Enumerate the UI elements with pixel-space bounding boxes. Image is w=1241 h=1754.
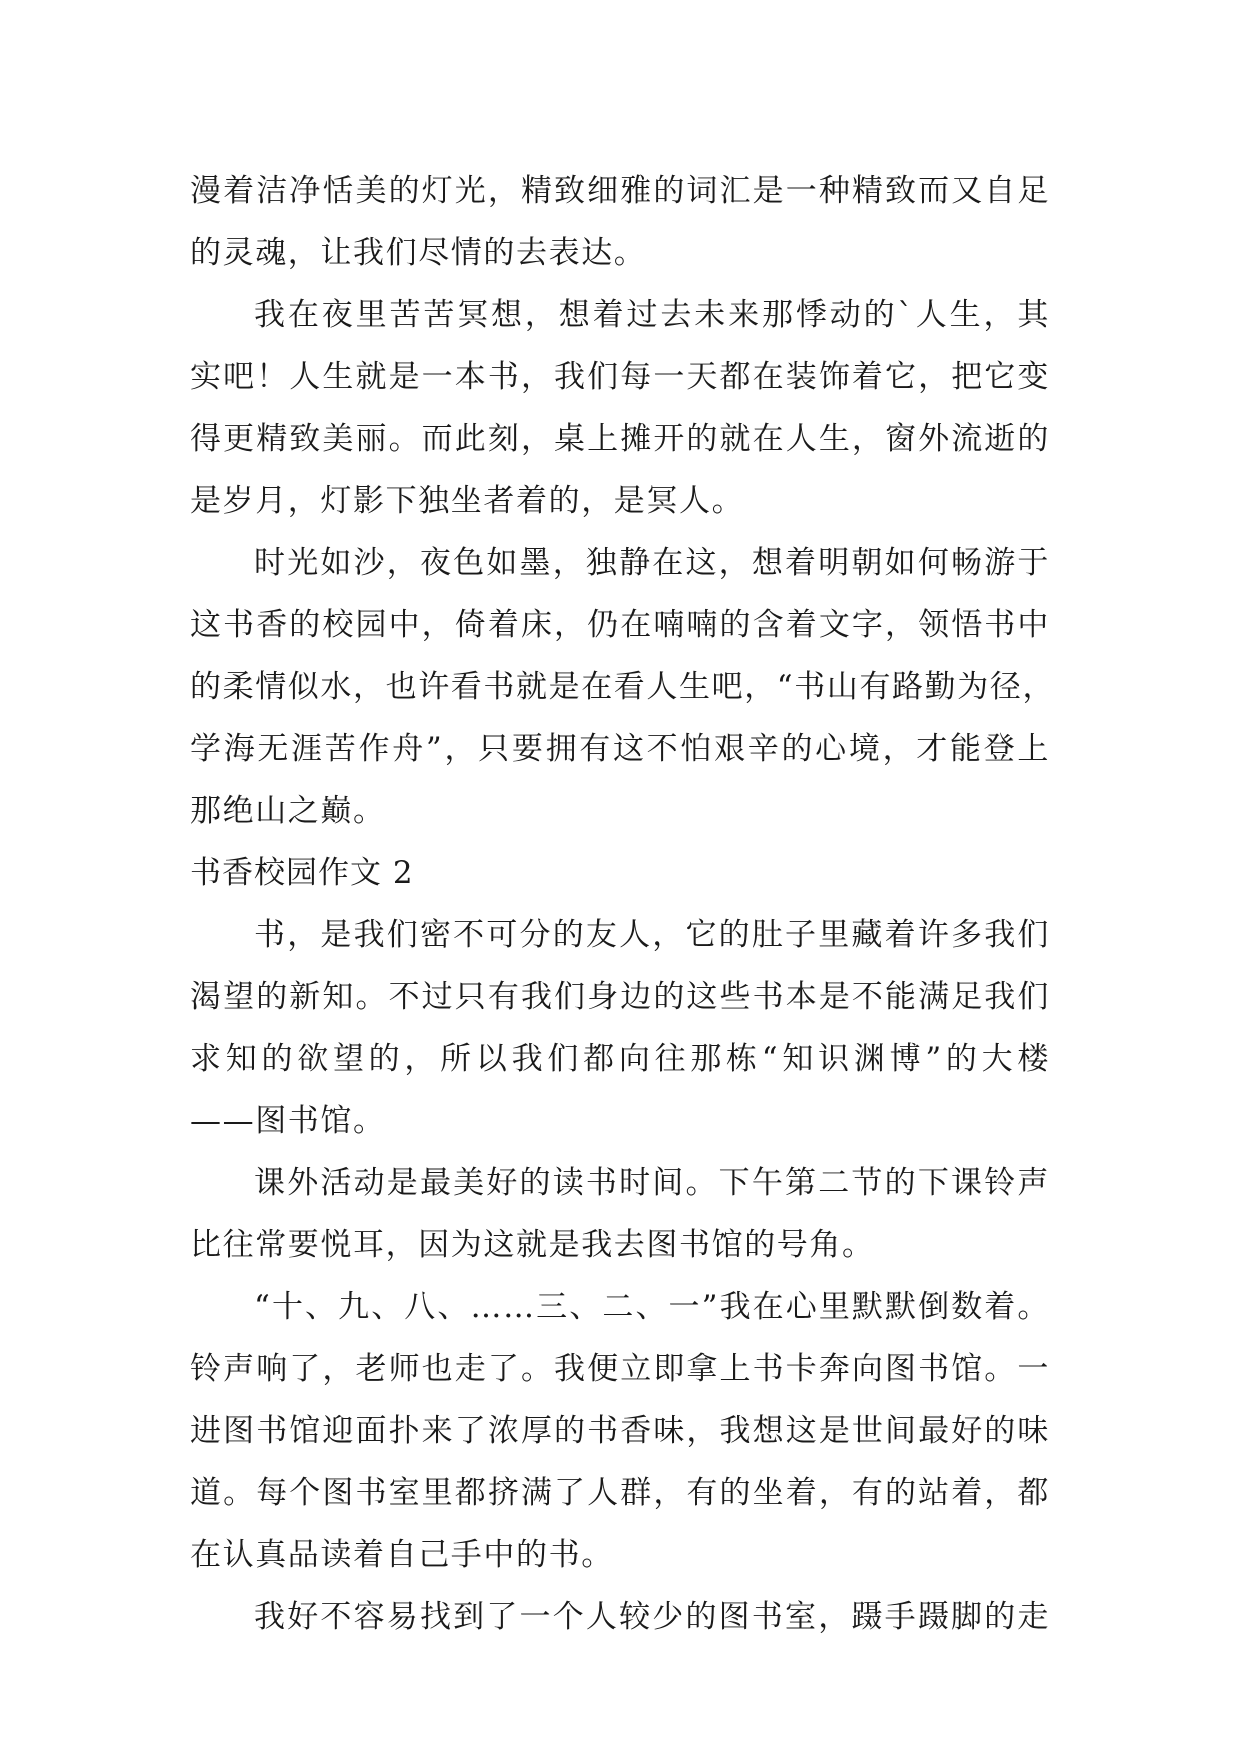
text-line: 比往常要悦耳，因为这就是我去图书馆的号角。 <box>190 1227 875 1263</box>
text-line: 道。每个图书室里都挤满了人群，有的坐着，有的站着，都 <box>190 1475 1050 1511</box>
text-line: 的灵魂，让我们尽情的去表达。 <box>190 235 647 271</box>
text-line: 在认真品读着自己手中的书。 <box>190 1537 614 1573</box>
paragraph-start-line: 我好不容易找到了一个人较少的图书室，蹑手蹑脚的走 <box>254 1599 1050 1635</box>
text-line: 铃声响了，老师也走了。我便立即拿上书卡奔向图书馆。一 <box>190 1351 1050 1387</box>
text-line: 是岁月，灯影下独坐者着的，是冥人。 <box>190 483 745 519</box>
text-line: ——图书馆。 <box>190 1103 386 1139</box>
paragraph-start-line: “十、九、八、……三、二、一”我在心里默默倒数着。 <box>254 1289 1050 1325</box>
text-line: 的柔情似水，也许看书就是在看人生吧，“书山有路勤为径， <box>190 669 1056 705</box>
text-line: 漫着洁净恬美的灯光，精致细雅的词汇是一种精致而又自足 <box>190 173 1050 209</box>
text-line: 求知的欲望的，所以我们都向往那栋“知识渊博”的大楼 <box>190 1041 1050 1077</box>
paragraph-start-line: 我在夜里苦苦冥想，想着过去未来那悸动的`人生，其 <box>254 297 1050 333</box>
paragraph-start-line: 课外活动是最美好的读书时间。下午第二节的下课铃声 <box>254 1165 1050 1201</box>
text-line: 得更精致美丽。而此刻，桌上摊开的就在人生，窗外流逝的 <box>190 421 1050 457</box>
text-line: 那绝山之巅。 <box>190 793 386 829</box>
text-line: 这书香的校园中，倚着床，仍在喃喃的含着文字，领悟书中 <box>190 607 1050 643</box>
paragraph-start-line: 书，是我们密不可分的友人，它的肚子里藏着许多我们 <box>254 917 1050 953</box>
text-line: 实吧！人生就是一本书，我们每一天都在装饰着它，把它变 <box>190 359 1050 395</box>
paragraph-start-line: 时光如沙，夜色如墨，独静在这，想着明朝如何畅游于 <box>254 545 1050 581</box>
section-heading: 书香校园作文 2 <box>190 855 414 891</box>
text-line: 渴望的新知。不过只有我们身边的这些书本是不能满足我们 <box>190 979 1050 1015</box>
text-line: 进图书馆迎面扑来了浓厚的书香味，我想这是世间最好的味 <box>190 1413 1050 1449</box>
document-body <box>190 160 1056 1648</box>
text-line: 学海无涯苦作舟”，只要拥有这不怕艰辛的心境，才能登上 <box>190 731 1050 767</box>
